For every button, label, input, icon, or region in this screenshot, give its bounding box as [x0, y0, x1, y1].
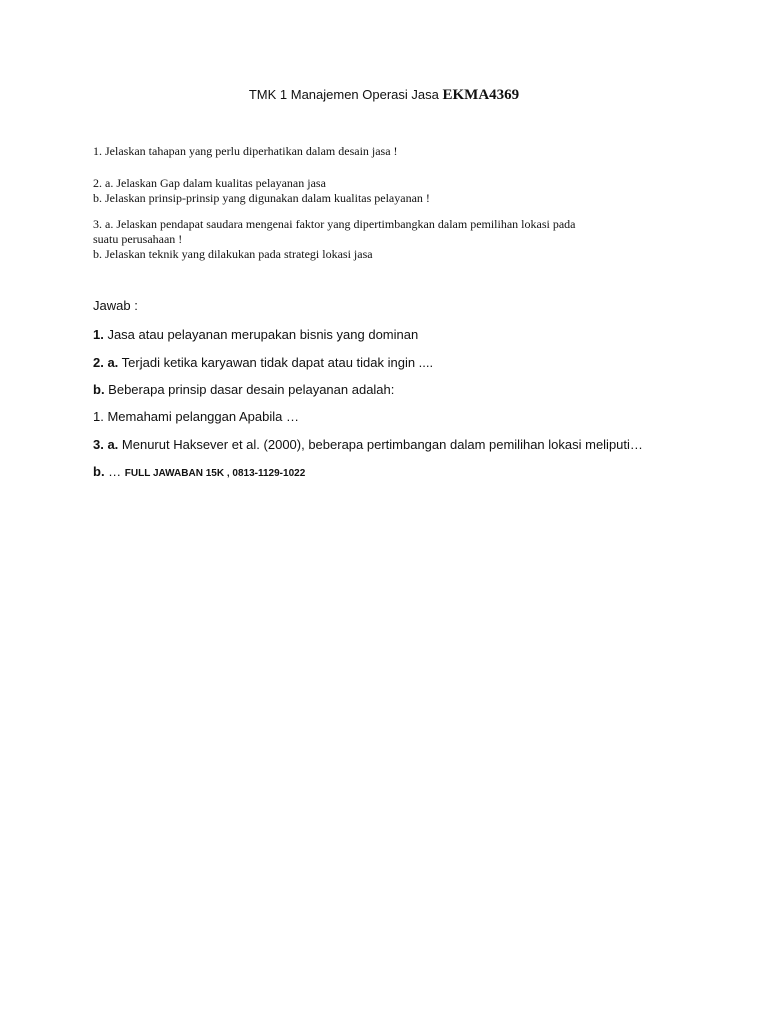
answer-2b-number: b. [93, 382, 105, 397]
answer-1 [93, 327, 418, 342]
answer-heading: Jawab : [93, 298, 138, 313]
answer-3b [93, 464, 305, 479]
answer-3a-number: 3. a. [93, 437, 119, 452]
question-3a-line-1: 3. a. Jelaskan pendapat saudara mengenai faktor yang dipertimbangkan dalam pemilihan lokasi pada [93, 217, 576, 231]
document-title [0, 86, 768, 104]
answer-3b-number: b. [93, 464, 105, 479]
answer-2a [93, 355, 433, 370]
answer-2a-text: Terjadi ketika karyawan tidak dapat atau tidak ingin .... [118, 355, 434, 370]
question-3b: b. Jelaskan teknik yang dilakukan pada strategi lokasi jasa [93, 247, 373, 261]
question-1: 1. Jelaskan tahapan yang perlu diperhatikan dalam desain jasa ! [93, 144, 398, 158]
promo-contact-text: FULL JAWABAN 15K , 0813-1129-1022 [124, 468, 306, 479]
answer-3a [93, 437, 643, 452]
question-2a: 2. a. Jelaskan Gap dalam kualitas pelayanan jasa [93, 176, 326, 190]
title-course-code: EKMA4369 [442, 87, 520, 103]
answer-3a-text: Menurut Haksever et al. (2000), beberapa pertimbangan dalam pemilihan lokasi meliputi… [118, 437, 643, 452]
answer-1-text: Jasa atau pelayanan merupakan bisnis yang dominan [103, 327, 419, 342]
answer-2b [93, 382, 394, 397]
answer-2b-text: Beberapa prinsip dasar desain pelayanan adalah: [104, 382, 395, 397]
answer-2a-number: 2. a. [93, 355, 119, 370]
question-2b: b. Jelaskan prinsip-prinsip yang digunakan dalam kualitas pelayanan ! [93, 191, 430, 205]
answer-2b-item-1: 1. Memahami pelanggan Apabila … [93, 409, 299, 424]
question-3a-line-2: suatu perusahaan ! [93, 232, 183, 246]
title-course-name: TMK 1 Manajemen Operasi Jasa [248, 87, 443, 102]
answer-3b-ellipsis: … [104, 464, 125, 479]
answer-1-number: 1. [93, 327, 104, 342]
